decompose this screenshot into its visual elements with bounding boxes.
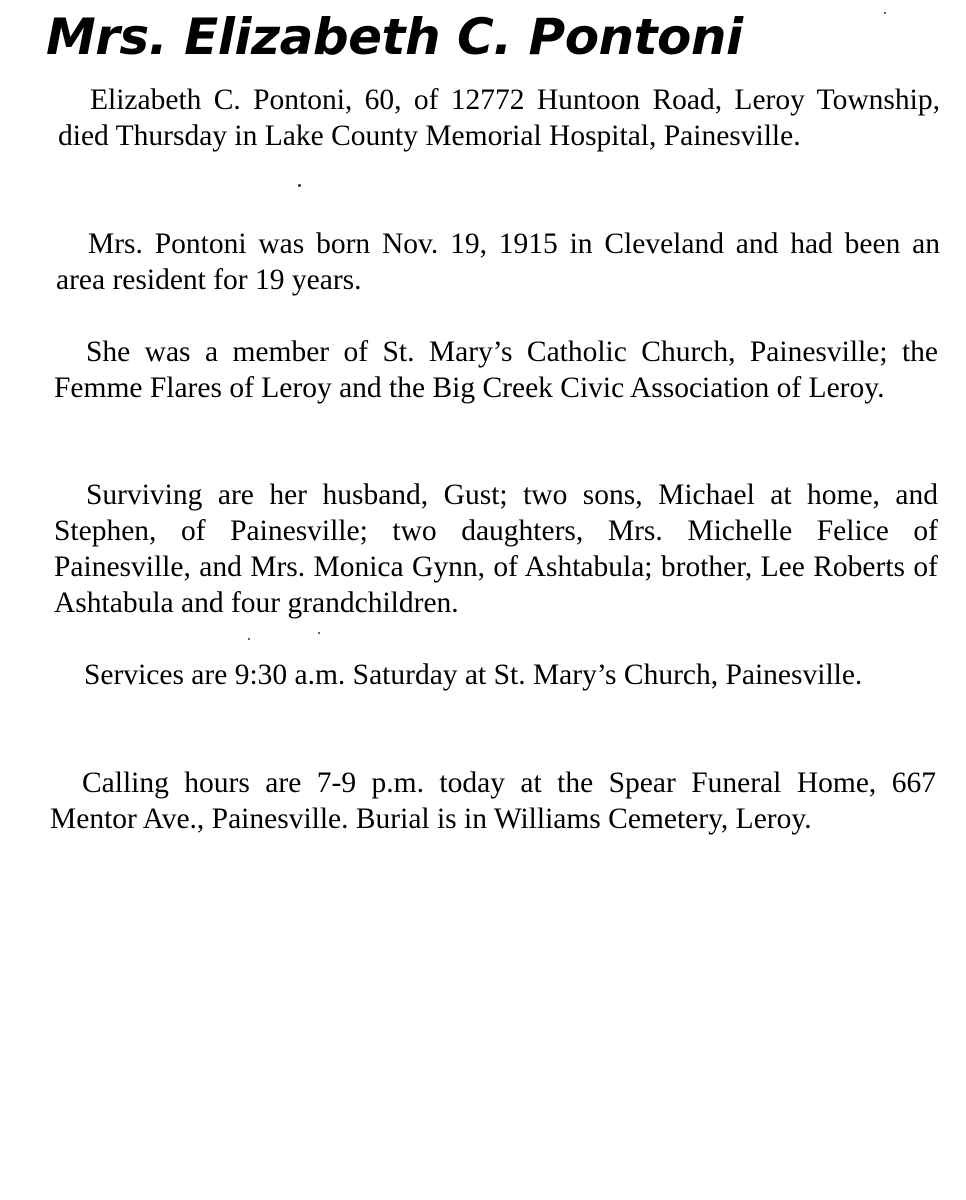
obituary-paragraph-calling-hours: Calling hours are 7-9 p.m. today at the Spear Funeral Home, 667 Mentor Ave., Painesville. Burial is in Williams Cemetery, Leroy. [50,767,936,835]
scan-speck [298,184,301,187]
obituary-paragraph-memberships: She was a member of St. Mary’s Catholic Church, Painesville; the Femme Flares of Leroy and the Big Creek Civic Association of Leroy. [54,336,938,404]
obituary-headline: Mrs. Elizabeth C. Pontoni [46,8,743,66]
obituary-paragraph-survivors: Surviving are her husband, Gust; two sons, Michael at home, and Stephen, of Painesville; two daughters, Mrs. Michelle Felice of Painesville, and Mrs. Monica Gynn, of Ashtabula; brother, Lee Roberts of Ashtabula and four grandchildren. [54,479,938,619]
obituary-paragraph-birth: Mrs. Pontoni was born Nov. 19, 1915 in Cleveland and had been an area resident for 19 years. [56,228,940,296]
obituary-paragraph-death-notice: Elizabeth C. Pontoni, 60, of 12772 Huntoon Road, Leroy Township, died Thursday in Lake County Memorial Hospital, Painesville. [58,84,940,152]
scan-speck [248,638,250,640]
scan-speck [884,12,886,14]
scan-speck [318,632,320,634]
obituary-paragraph-services: Services are 9:30 a.m. Saturday at St. Mary’s Church, Painesville. [84,659,863,691]
